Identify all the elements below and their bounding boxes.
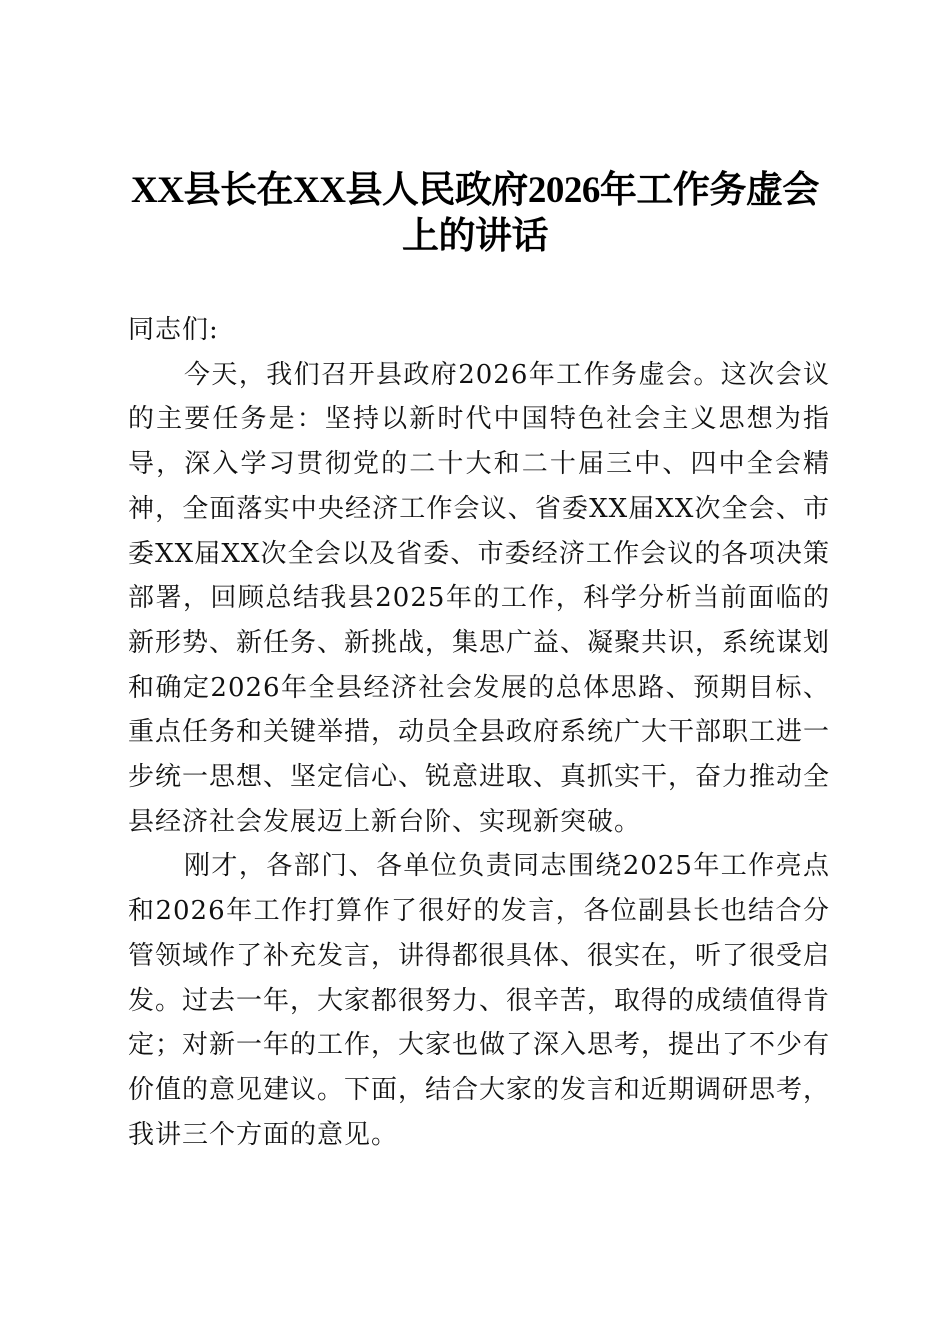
title-line-1: XX县长在XX县人民政府2026年工作务虚会 [131, 170, 819, 211]
paragraph-2: 刚才，各部门、各单位负责同志围绕2025年工作亮点和2026年工作打算作了很好的发言，各位副县长也结合分管领域作了补充发言，讲得都很具体、很实在，听了很受启发。过去一年，大家都很努力、很辛苦，取得的成绩值得肯定；对新一年的工作，大家也做了深入思考，提出了不少有价值的意见建议。下面，结合大家的发言和近期调研思考，我讲三个方面的意见。 [128, 851, 831, 1150]
paragraph-1: 今天，我们召开县政府2026年工作务虚会。这次会议的主要任务是：坚持以新时代中国特色社会主义思想为指导，深入学习贯彻党的二十大和二十届三中、四中全会精神，全面落实中央经济工作会议、省委XX届XX次全会、市委XX届XX次全会以及省委、市委经济工作会议的各项决策部署，回顾总结我县2025年的工作，科学分析当前面临的新形势、新任务、新挑战，集思广益、凝聚共识，系统谋划和确定2026年全县经济社会发展的总体思路、预期目标、重点任务和关键举措，动员全县政府系统广大干部职工进一步统一思想、坚定信心、锐意进取、真抓实干，奋力推动全县经济社会发展迈上新台阶、实现新突破。 [128, 359, 831, 837]
document-body [128, 308, 830, 1157]
salutation: 同志们: [128, 315, 219, 345]
title-line-2: 上的讲话 [402, 216, 548, 257]
document-title [100, 168, 850, 260]
